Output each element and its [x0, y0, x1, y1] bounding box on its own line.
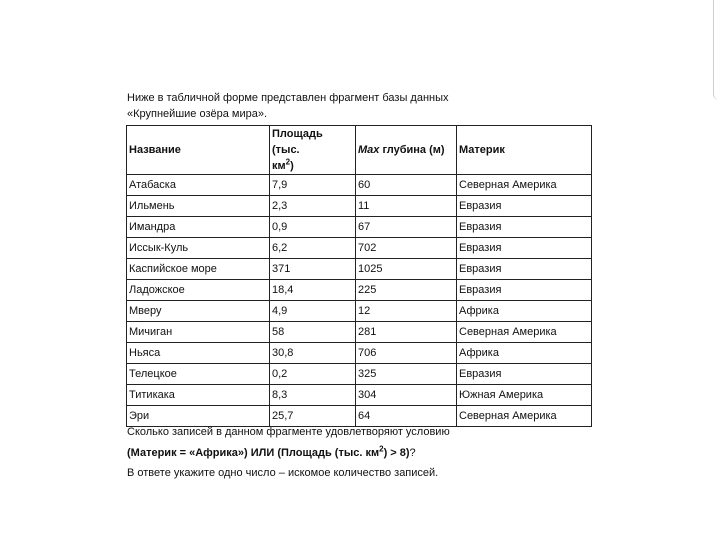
header-continent: Материк: [457, 126, 592, 175]
table-row: [127, 385, 592, 406]
header-depth-rest: глубина (м): [379, 144, 445, 156]
cell-depth: 60: [356, 175, 457, 196]
cell-depth: 281: [356, 322, 457, 343]
cell-depth: 12: [356, 301, 457, 322]
cell-name: Ладожское: [127, 280, 270, 301]
cell-area: 371: [270, 259, 356, 280]
cell-continent: Африка: [457, 343, 592, 364]
table-row: [127, 196, 592, 217]
table-row: [127, 238, 592, 259]
header-depth-max: Max: [358, 144, 380, 156]
header-area: [270, 126, 356, 175]
cell-depth: 304: [356, 385, 457, 406]
cell-name: Каспийское море: [127, 259, 270, 280]
cell-depth: 225: [356, 280, 457, 301]
cell-area: 18,4: [270, 280, 356, 301]
condition-end: ) > 8): [383, 447, 410, 459]
cell-depth: 325: [356, 364, 457, 385]
cell-continent: Африка: [457, 301, 592, 322]
cell-continent: Евразия: [457, 196, 592, 217]
intro-line-2: «Крупнейшие озёра мира».: [127, 108, 268, 120]
cell-continent: Евразия: [457, 217, 592, 238]
question-line-1: Сколько записей в данном фрагменте удовлетворяют условию: [127, 426, 450, 438]
table-row: [127, 175, 592, 196]
intro-line-1: Ниже в табличной форме представлен фрагмент базы данных: [127, 92, 449, 104]
condition-exp: 2: [379, 444, 384, 454]
cell-area: 30,8: [270, 343, 356, 364]
question-line-3: В ответе укажите одно число – искомое количество записей.: [127, 467, 439, 479]
cell-name: Телецкое: [127, 364, 270, 385]
cell-continent: Северная Америка: [457, 322, 592, 343]
cell-name: Эри: [127, 406, 270, 427]
cell-name: Ньяса: [127, 343, 270, 364]
header-area-unit: км: [272, 160, 286, 172]
table-row: [127, 322, 592, 343]
cell-area: 7,9: [270, 175, 356, 196]
header-area-exp: 2: [285, 157, 291, 167]
cell-name: Имандра: [127, 217, 270, 238]
condition-mark: ?: [409, 447, 416, 459]
question-condition: [127, 446, 416, 460]
cell-depth: 702: [356, 238, 457, 259]
header-name: Название: [127, 126, 270, 175]
intro-text: [127, 90, 597, 122]
cell-name: Атабаска: [127, 175, 270, 196]
table-row: [127, 364, 592, 385]
condition-main: [127, 444, 410, 459]
cell-depth: 67: [356, 217, 457, 238]
cell-name: Титикака: [127, 385, 270, 406]
table-body: [127, 175, 592, 427]
cell-area: 58: [270, 322, 356, 343]
table-row: [127, 280, 592, 301]
cell-depth: 64: [356, 406, 457, 427]
table-row: [127, 343, 592, 364]
table-row: [127, 217, 592, 238]
table-header-row: [127, 126, 592, 175]
cell-continent: Евразия: [457, 238, 592, 259]
table-row: [127, 301, 592, 322]
cell-depth: 11: [356, 196, 457, 217]
cell-area: 0,9: [270, 217, 356, 238]
cell-area: 4,9: [270, 301, 356, 322]
page-edge: [713, 0, 720, 100]
header-depth: [356, 126, 457, 175]
cell-area: 8,3: [270, 385, 356, 406]
cell-depth: 1025: [356, 259, 457, 280]
cell-name: Мичиган: [127, 322, 270, 343]
cell-name: Ильмень: [127, 196, 270, 217]
cell-continent: Северная Америка: [457, 175, 592, 196]
lakes-table: [126, 125, 592, 427]
table-row: [127, 406, 592, 427]
condition-text: (Материк = «Африка») ИЛИ (Площадь (тыс. км: [127, 447, 380, 459]
cell-name: Иссык-Куль: [127, 238, 270, 259]
cell-continent: Евразия: [457, 364, 592, 385]
cell-continent: Южная Америка: [457, 385, 592, 406]
header-area-prefix: Площадь (тыс.: [272, 128, 323, 156]
header-area-suffix: ): [290, 160, 294, 172]
cell-area: 0,2: [270, 364, 356, 385]
cell-area: 6,2: [270, 238, 356, 259]
table-row: [127, 259, 592, 280]
cell-continent: Евразия: [457, 259, 592, 280]
cell-area: 2,3: [270, 196, 356, 217]
cell-name: Мверу: [127, 301, 270, 322]
cell-depth: 706: [356, 343, 457, 364]
cell-area: 25,7: [270, 406, 356, 427]
cell-continent: Северная Америка: [457, 406, 592, 427]
cell-continent: Евразия: [457, 280, 592, 301]
